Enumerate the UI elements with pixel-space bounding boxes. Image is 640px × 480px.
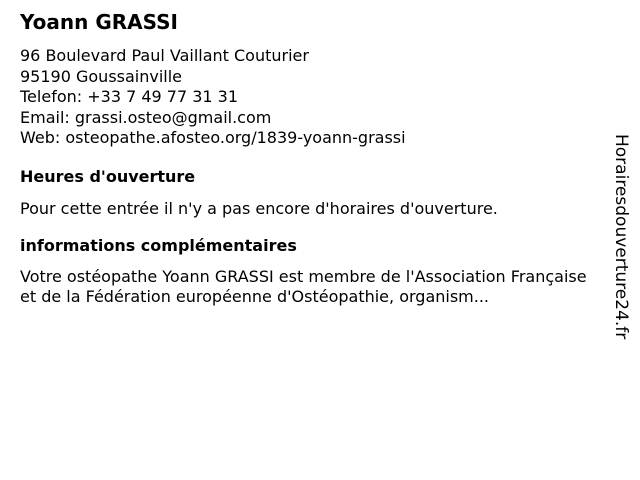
entry-details: [20, 8, 600, 308]
email-address[interactable]: Email: grassi.osteo@gmail.com: [20, 107, 272, 127]
site-brand-label: Horairesdouverture24.fr: [611, 134, 631, 340]
additional-info-text: Votre ostéopathe Yoann GRASSI est membre de l'Association Française et de la Fédération européenne d'Ostéopathie, organism...: [20, 266, 587, 306]
city-postcode: 95190 Goussainville: [20, 66, 183, 86]
additional-info-heading: informations complémentaires: [20, 235, 297, 255]
street-address: 96 Boulevard Paul Vaillant Couturier: [20, 46, 309, 65]
practitioner-name: Yoann GRASSI: [20, 10, 178, 34]
contact-block: [20, 46, 600, 149]
opening-hours-text: Pour cette entrée il n'y a pas encore d'horaires d'ouverture.: [20, 198, 498, 218]
website-link[interactable]: Web: osteopathe.afosteo.org/1839-yoann-grassi: [20, 128, 406, 147]
phone-number[interactable]: Telefon: +33 7 49 77 31 31: [20, 87, 239, 106]
opening-hours-heading: Heures d'ouverture: [20, 166, 196, 186]
